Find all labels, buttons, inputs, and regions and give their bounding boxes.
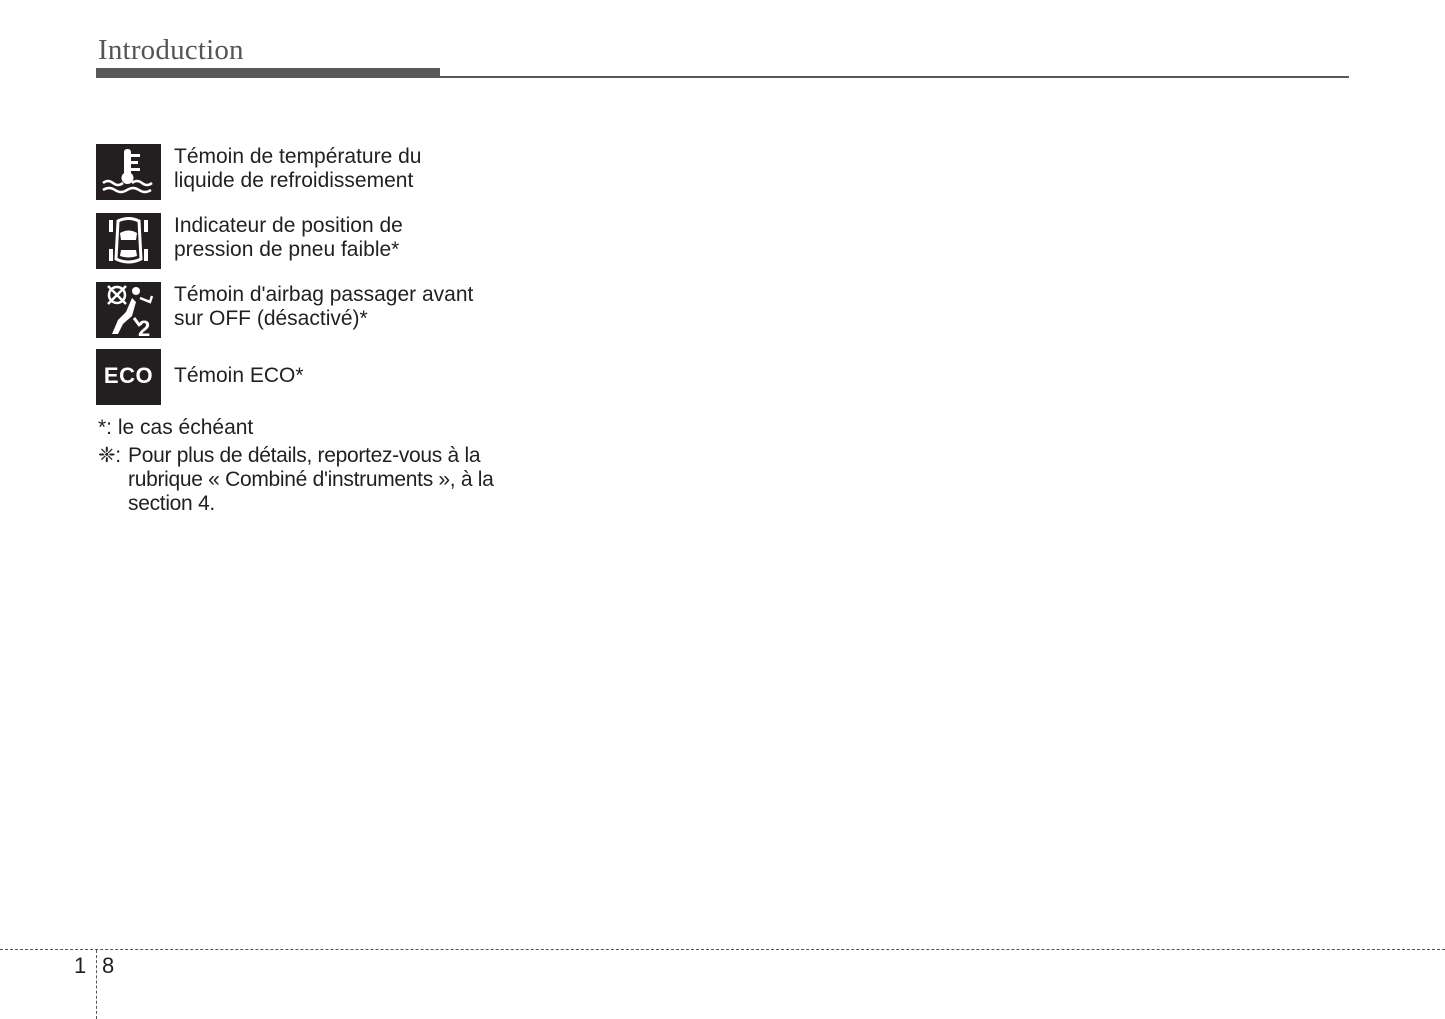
passenger-airbag-off-icon	[96, 282, 161, 338]
header-rule	[440, 76, 1349, 78]
note-marker: ❈:	[98, 444, 121, 467]
indicator-item-tire-pressure	[96, 213, 496, 269]
page-number: 8	[102, 953, 115, 978]
indicator-label: Témoin de température du liquide de refroidissement	[174, 145, 422, 192]
indicator-label: Témoin d'airbag passager avant sur OFF (désactivé)*	[174, 283, 474, 330]
note-text: Pour plus de détails, reportez-vous à la rubrique « Combiné d'instruments », à la section 4.	[128, 444, 494, 515]
indicator-label: Témoin ECO*	[174, 364, 304, 387]
coolant-temperature-icon	[96, 144, 161, 200]
indicator-item-coolant-temperature	[96, 144, 496, 200]
chapter-number: 1	[74, 953, 87, 978]
indicator-item-eco	[96, 349, 496, 405]
footnote: *: le cas échéant	[98, 416, 254, 439]
header-accent-bar	[96, 68, 440, 78]
footer-divider	[0, 949, 1445, 950]
svg-text:2: 2	[138, 316, 151, 338]
footer-page-separator	[96, 950, 97, 1019]
tire-pressure-position-icon	[96, 213, 161, 269]
indicator-label: Indicateur de position de pression de pneu faible*	[174, 214, 403, 261]
eco-icon	[96, 349, 161, 405]
page-title: Introduction	[98, 34, 244, 66]
indicator-item-passenger-airbag	[96, 282, 496, 338]
eco-icon-text: ECO	[103, 363, 154, 388]
